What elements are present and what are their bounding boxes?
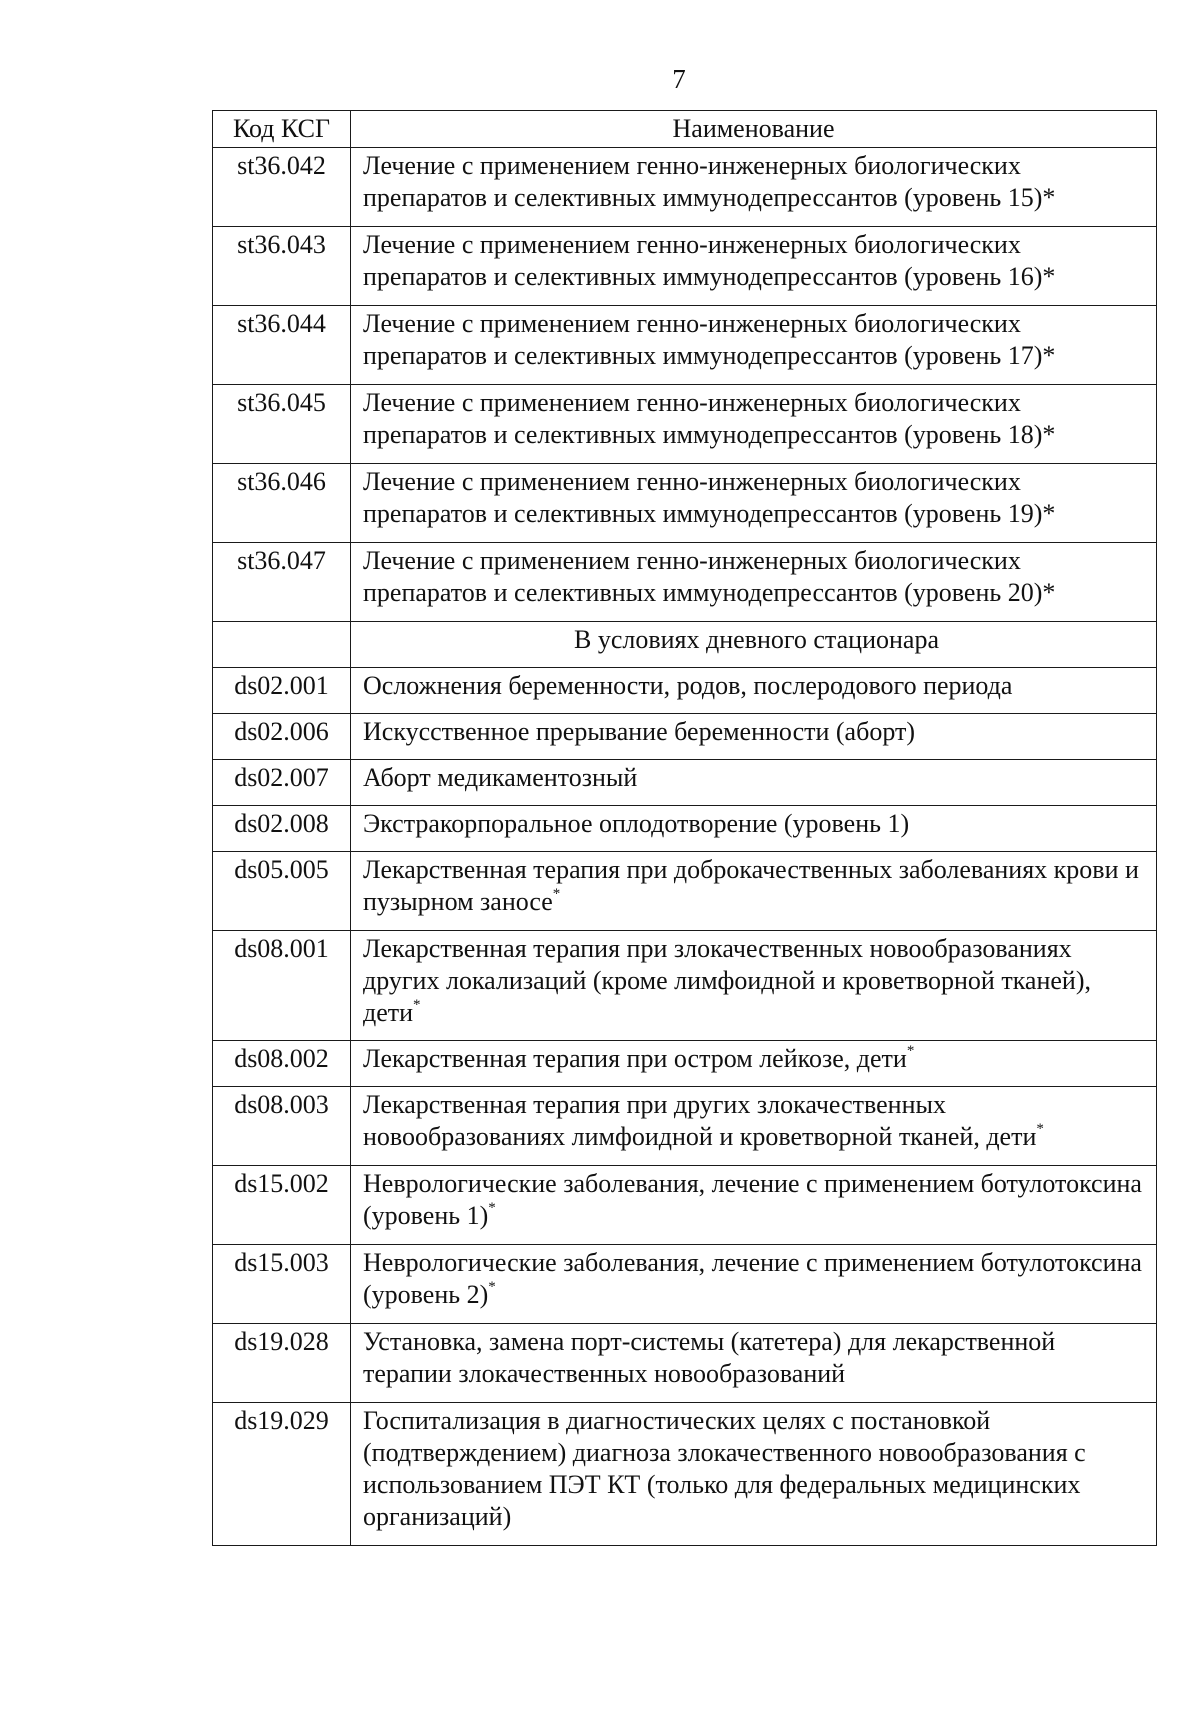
ksg-code: ds02.007 — [213, 760, 351, 806]
ksg-name — [351, 852, 1157, 931]
table-row — [213, 668, 1157, 714]
ksg-code: st36.046 — [213, 464, 351, 543]
ksg-name-text: Лечение с применением генно-инженерных биологических препаратов и селективных иммунодепрессантов (уровень 16)* — [363, 230, 1056, 291]
ksg-name — [351, 1403, 1157, 1546]
table-row — [213, 852, 1157, 931]
table-row — [213, 1041, 1157, 1087]
ksg-code: st36.045 — [213, 385, 351, 464]
table-header-row — [213, 111, 1157, 148]
table-row — [213, 760, 1157, 806]
ksg-name-text: Осложнения беременности, родов, послеродового периода — [363, 671, 1013, 700]
footnote-marker: * — [552, 886, 561, 903]
table-row — [213, 1403, 1157, 1546]
ksg-name-text: Госпитализация в диагностических целях с постановкой (подтверждением) диагноза злокачественного новообразования с использованием ПЭТ КТ (только для федеральных медицинских организаций) — [363, 1406, 1086, 1531]
ksg-name — [351, 1324, 1157, 1403]
ksg-name — [351, 1166, 1157, 1245]
ksg-name-text: Экстракорпоральное оплодотворение (уровень 1) — [363, 809, 910, 838]
ksg-name — [351, 227, 1157, 306]
footnote-marker: * — [413, 997, 421, 1014]
table-row — [213, 543, 1157, 622]
ksg-code: ds05.005 — [213, 852, 351, 931]
ksg-name-text: Установка, замена порт-системы (катетера) для лекарственной терапии злокачественных новообразований — [363, 1327, 1056, 1388]
ksg-code: ds08.001 — [213, 931, 351, 1041]
ksg-name — [351, 306, 1157, 385]
footnote-marker: * — [906, 1043, 915, 1060]
ksg-table — [212, 110, 1157, 1546]
ksg-name-text: Аборт медикаментозный — [363, 763, 638, 792]
table-row — [213, 806, 1157, 852]
ksg-code: ds08.003 — [213, 1087, 351, 1166]
ksg-code: ds08.002 — [213, 1041, 351, 1087]
ksg-name-text: Лекарственная терапия при других злокачественных новообразованиях лимфоидной и кроветворной тканей, дети — [363, 1090, 1037, 1151]
ksg-name — [351, 385, 1157, 464]
ksg-name-text: Лечение с применением генно-инженерных биологических препаратов и селективных иммунодепрессантов (уровень 19)* — [363, 467, 1056, 528]
ksg-name — [351, 760, 1157, 806]
ksg-name — [351, 1087, 1157, 1166]
table-row — [213, 931, 1157, 1041]
section-title-text: В условиях дневного стационара — [574, 625, 939, 654]
ksg-code: ds02.008 — [213, 806, 351, 852]
ksg-code: st36.047 — [213, 543, 351, 622]
ksg-name-text: Лекарственная терапия при доброкачественных заболеваниях крови и пузырном заносе — [363, 855, 1139, 916]
ksg-name — [351, 806, 1157, 852]
footnote-marker: * — [488, 1279, 496, 1296]
ksg-name — [351, 464, 1157, 543]
footnote-marker: * — [488, 1200, 496, 1217]
ksg-code: ds15.002 — [213, 1166, 351, 1245]
ksg-name — [351, 148, 1157, 227]
ksg-name — [351, 668, 1157, 714]
table-row — [213, 385, 1157, 464]
section-title — [351, 622, 1157, 668]
table-row — [213, 306, 1157, 385]
table-row — [213, 714, 1157, 760]
ksg-name-text: Неврологические заболевания, лечение с применением ботулотоксина (уровень 1) — [363, 1169, 1142, 1230]
ksg-name — [351, 931, 1157, 1041]
table-row — [213, 1324, 1157, 1403]
table-row — [213, 1166, 1157, 1245]
ksg-code: st36.043 — [213, 227, 351, 306]
header-name: Наименование — [351, 111, 1157, 148]
ksg-name — [351, 714, 1157, 760]
page-number: 7 — [672, 64, 686, 94]
footnote-marker: * — [1036, 1121, 1044, 1138]
ksg-name — [351, 543, 1157, 622]
ksg-code: st36.044 — [213, 306, 351, 385]
ksg-code — [213, 622, 351, 668]
ksg-code: st36.042 — [213, 148, 351, 227]
table-row — [213, 464, 1157, 543]
ksg-code: ds02.001 — [213, 668, 351, 714]
ksg-code: ds02.006 — [213, 714, 351, 760]
ksg-name-text: Лекарственная терапия при остром лейкозе, дети — [363, 1044, 907, 1073]
section-row — [213, 622, 1157, 668]
table-row — [213, 1087, 1157, 1166]
ksg-name-text: Лечение с применением генно-инженерных биологических препаратов и селективных иммунодепрессантов (уровень 17)* — [363, 309, 1056, 370]
header-code: Код КСГ — [213, 111, 351, 148]
table-row — [213, 227, 1157, 306]
ksg-name — [351, 1041, 1157, 1087]
ksg-name-text: Неврологические заболевания, лечение с применением ботулотоксина (уровень 2) — [363, 1248, 1142, 1309]
table-row — [213, 1245, 1157, 1324]
ksg-name-text: Искусственное прерывание беременности (аборт) — [363, 717, 915, 746]
ksg-code: ds15.003 — [213, 1245, 351, 1324]
ksg-name-text: Лечение с применением генно-инженерных биологических препаратов и селективных иммунодепрессантов (уровень 20)* — [363, 546, 1056, 607]
table-row — [213, 148, 1157, 227]
ksg-name-text: Лечение с применением генно-инженерных биологических препаратов и селективных иммунодепрессантов (уровень 15)* — [363, 151, 1056, 212]
ksg-name-text: Лечение с применением генно-инженерных биологических препаратов и селективных иммунодепрессантов (уровень 18)* — [363, 388, 1056, 449]
ksg-name-text: Лекарственная терапия при злокачественных новообразованиях других локализаций (кроме лимфоидной и кроветворной тканей), дети — [363, 934, 1091, 1027]
ksg-name — [351, 1245, 1157, 1324]
ksg-code: ds19.029 — [213, 1403, 351, 1546]
ksg-code: ds19.028 — [213, 1324, 351, 1403]
